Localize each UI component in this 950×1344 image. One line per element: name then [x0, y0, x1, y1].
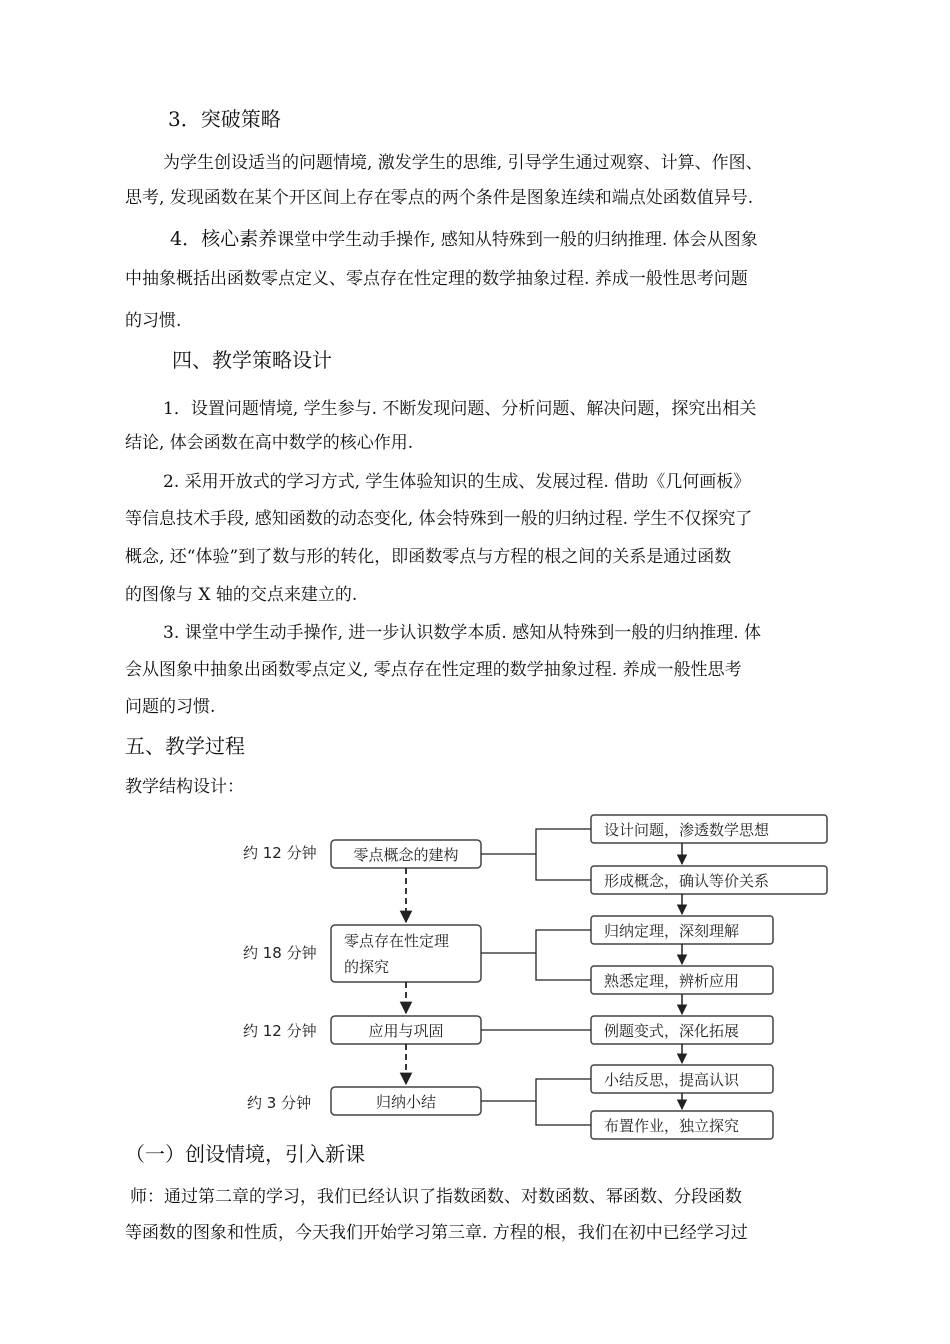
- part1-heading: （一）创设情境，引入新课: [125, 1142, 365, 1166]
- activity-label: 熟悉定理，辨析应用: [604, 972, 740, 990]
- stage-label: 归纳小结: [375, 1093, 437, 1111]
- stage-label: 的探究: [344, 958, 390, 976]
- process-subheading: 教学结构设计：: [125, 777, 244, 797]
- section4-line-3: 的习惯.: [125, 311, 182, 331]
- connector-line: [536, 829, 591, 880]
- part1-line-1: 师：通过第二章的学习，我们已经认识了指数函数、对数函数、幂函数、分段函数: [130, 1187, 742, 1207]
- activity-label: 归纳定理，深刻理解: [604, 922, 740, 940]
- stage-label: 应用与巩固: [368, 1022, 444, 1040]
- strategy-heading: 四、教学策略设计: [172, 348, 332, 372]
- time-label: 约 3 分钟: [247, 1094, 312, 1112]
- section3-heading: 3．突破策略: [168, 107, 281, 131]
- strategy-item1-line-2: 结论, 体会函数在高中数学的核心作用.: [125, 433, 414, 453]
- activity-label: 小结反思，提高认识: [604, 1071, 740, 1089]
- strategy-item3-line-3: 问题的习惯.: [125, 697, 216, 717]
- activity-label: 例题变式，深化拓展: [604, 1022, 740, 1040]
- time-label: 约 18 分钟: [243, 944, 317, 962]
- strategy-item3-line-1: 3. 课堂中学生动手操作, 进一步认识数学本质. 感知从特殊到一般的归纳推理. 体: [163, 623, 762, 643]
- time-label: 约 12 分钟: [243, 844, 317, 862]
- time-label: 约 12 分钟: [243, 1022, 317, 1040]
- strategy-item3-line-2: 会从图象中抽象出函数零点定义, 零点存在性定理的数学抽象过程. 养成一般性思考: [125, 660, 742, 680]
- activity-label: 布置作业，独立探究: [604, 1117, 740, 1135]
- stage-label: 零点存在性定理: [344, 932, 450, 950]
- stage-label: 零点概念的建构: [353, 846, 459, 864]
- strategy-item2-line-2: 等信息技术手段, 感知函数的动态变化, 体会特殊到一般的归纳过程. 学生不仅探究了: [125, 509, 753, 529]
- section4-heading: 4．核心素养: [170, 228, 278, 250]
- activity-label: 形成概念，确认等价关系: [604, 872, 770, 890]
- section3-line-2: 思考, 发现函数在某个开区间上存在零点的两个条件是图象连续和端点处函数值异号.: [125, 188, 754, 208]
- process-heading: 五、教学过程: [125, 734, 245, 758]
- strategy-item2-line-3: 概念, 还“体验”到了数与形的转化，即函数零点与方程的根之间的关系是通过函数: [125, 547, 732, 567]
- strategy-item2-line-4: 的图像与 X 轴的交点来建立的.: [125, 585, 358, 605]
- section4-line-1: 课堂中学生动手操作, 感知从特殊到一般的归纳推理. 体会从图象: [277, 230, 758, 250]
- strategy-item1-line-1: 1．设置问题情境, 学生参与. 不断发现问题、分析问题、解决问题，探究出相关: [163, 399, 757, 419]
- connector-line: [536, 930, 591, 980]
- connector-line: [536, 1079, 591, 1125]
- activity-label: 设计问题，渗透数学思想: [604, 821, 770, 839]
- part1-line-2: 等函数的图象和性质，今天我们开始学习第三章. 方程的根，我们在初中已经学习过: [125, 1223, 748, 1243]
- strategy-item2-line-1: 2. 采用开放式的学习方式, 学生体验知识的生成、发展过程. 借助《几何画板》: [163, 472, 751, 492]
- section3-line-1: 为学生创设适当的问题情境, 激发学生的思维, 引导学生通过观察、计算、作图、: [163, 153, 763, 173]
- section4-line-2: 中抽象概括出函数零点定义、零点存在性定理的数学抽象过程. 养成一般性思考问题: [125, 269, 748, 289]
